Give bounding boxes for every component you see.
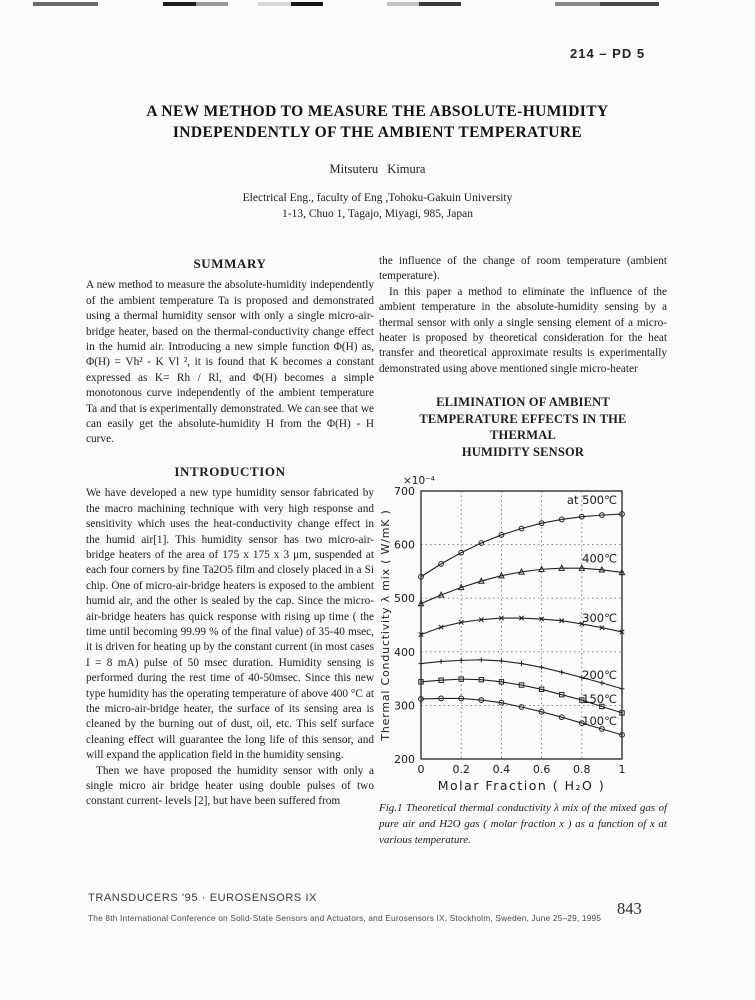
y-tick-label: 700 — [394, 485, 415, 499]
paper-code: 214 – PD 5 — [570, 46, 646, 61]
title-line-1: A NEW METHOD TO MEASURE THE ABSOLUTE-HUMIDITY — [146, 103, 609, 120]
y-tick-label: 200 — [394, 753, 415, 767]
summary-heading: SUMMARY — [193, 256, 267, 271]
introduction-paragraph-2: Then we have proposed the humidity sensor with only a single micro air bridge heater using double pulses of two constant current- levels [2], but have been suffered from — [86, 764, 374, 808]
section-heading-line-2: TEMPERATURE EFFECTS IN THE THERMAL — [419, 411, 627, 443]
scan-artifact-mark — [387, 2, 419, 6]
figure-1-caption: Fig.1 Theoretical thermal conductivity λ mix of the mixed gas of pure air and H2O gas ( molar fraction x ) as a function of x at various temperature. — [379, 802, 667, 847]
series-label: 100℃ — [582, 714, 617, 729]
scan-artifact-mark — [555, 2, 600, 6]
scan-artifact-mark — [196, 2, 228, 6]
scan-artifact-mark — [33, 2, 98, 6]
series-label: 200℃ — [582, 668, 617, 683]
author-name: Mitsuteru Kimura — [329, 162, 426, 176]
scan-artifact-mark — [291, 2, 323, 6]
curve-at-500℃ — [421, 514, 622, 577]
series-label: at 500℃ — [566, 493, 617, 508]
page-title — [0, 101, 755, 143]
footer-conference: TRANSDUCERS '95 · EUROSENSORS IX — [88, 892, 318, 904]
figure-1 — [379, 468, 667, 800]
x-axis-label: Molar Fraction ( H₂O ) — [437, 778, 606, 794]
x-tick-label: 0.4 — [492, 763, 511, 777]
affiliation-line-1: Electrical Eng., faculty of Eng ,Tohoku-Gakuin University — [242, 192, 513, 204]
series-label: 150℃ — [582, 692, 617, 707]
footer-conference-details: The 8th International Conference on Solid-State Sensors and Actuators, and Eurosensors IX, Stockholm, Sweden, June 25–29, 1995 — [88, 913, 602, 923]
scan-artifact-mark — [163, 2, 196, 6]
y-tick-label: 300 — [394, 699, 415, 713]
x-tick-label: 0.6 — [532, 763, 551, 777]
x-tick-label: 0.8 — [573, 763, 591, 777]
scan-artifact-mark — [258, 2, 291, 6]
right-paragraph-2: In this paper a method to eliminate the influence of the ambient temperature in the absolute-humidity sensing by a thermal sensor with only a single sensing element of a micro-heater is proposed by theoretical consideration for the heat transfer and theoretical approximate results is experimentally demonstrated using above mentioned single micro-heater — [379, 285, 667, 375]
title-line-2: INDEPENDENTLY OF THE AMBIENT TEMPERATURE — [172, 124, 583, 141]
y-axis-label: Thermal Conductivity λ mix ( W/mK ) — [379, 509, 392, 741]
x-tick-label: 0.2 — [452, 763, 470, 777]
right-paragraph-1: the influence of the change of room temperature (ambient temperature). — [379, 255, 667, 283]
section-heading-line-3: HUMIDITY SENSOR — [461, 444, 585, 459]
series-label: 400℃ — [582, 551, 617, 566]
section-heading — [385, 394, 661, 460]
y-scale-label: ×10⁻⁴ — [403, 475, 435, 488]
page-number: 843 — [617, 899, 642, 918]
introduction-paragraph-1: We have developed a new type humidity sensor fabricated by the macro machining technique with very high response and sensitivity which uses the heat-conductivity change effect in the humid air[1]. This humidity sensor has two micro-air-bridge heaters of the area of 175 x 175 x 3 μm, suspended at each four corners by fine Ta2O5 film and closely placed in a Si chip. One of micro-air-bridge heaters is exposed to the ambient humid air, and the other is sealed by the cap. Since the micro-air-bridge heaters has quick response with rising up time ( the time until becoming 99.99 % of the final value) of 35-40 msec, it is driven for heating up by the constant current (in most cases I = 8 mA) pulse of 50 msec duration. Humidity sensing is performed during the rest time of 40-50msec. Since this new type humidity has the operating temperature of above 400 °C at the micro-air-bridge heater, the surface of its sensing area is cleaned by the burning out of dust, oil, etc. This self surface cleaning effect will guarantee the long life of this sensor, and will expand the application field in the humidity sensing. — [86, 487, 374, 762]
y-tick-label: 600 — [394, 538, 415, 552]
series-label: 300℃ — [582, 611, 617, 626]
introduction-heading: INTRODUCTION — [174, 463, 286, 479]
section-heading-line-1: ELIMINATION OF AMBIENT — [436, 395, 610, 410]
left-column — [86, 256, 374, 810]
right-column — [379, 254, 667, 848]
x-tick-label: 1 — [618, 763, 626, 777]
y-tick-label: 400 — [394, 646, 415, 660]
scan-artifact-mark — [419, 2, 461, 6]
scan-artifact-mark — [600, 2, 659, 6]
y-tick-label: 500 — [394, 592, 415, 606]
fig1-thermal-conductivity-chart — [379, 468, 669, 800]
x-tick-label: 0 — [417, 763, 425, 777]
affiliation-line-2: 1-13, Chuo 1, Tagajo, Miyagi, 985, Japan — [282, 208, 473, 220]
summary-paragraph: A new method to measure the absolute-humidity independently of the ambient temperature Ta is proposed and demonstrated using a thermal humidity sensor with only a single micro-air- bridge heater, based on the thermal-conductivity change effect in the humid air. Introducing a new simple function Φ(H) as, Φ(H) = Vh² - K Vl ², it is found that K becomes a constant expressed as K= Rh / Rl, and Φ(H) becomes a simple monotonous curve independently of the ambient temperature Ta and that is experimentally demonstrated. We can see that we can easily get the absolute-humidity H from the Φ(H) - H curve. — [86, 279, 374, 446]
